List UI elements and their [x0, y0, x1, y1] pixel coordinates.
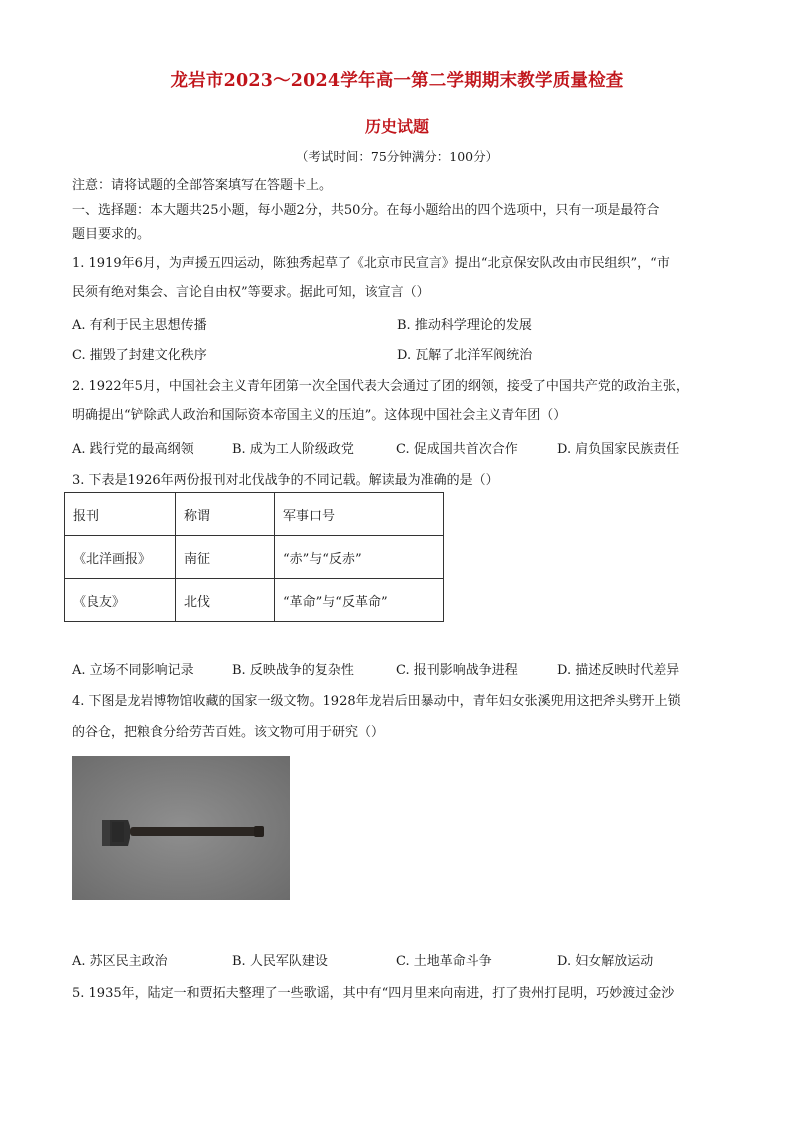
question-1-option-c: C. 摧毁了封建文化秩序	[72, 348, 207, 363]
question-3-option-a: A. 立场不同影响记录	[72, 663, 194, 678]
question-2-option-c: C. 促成国共首次合作	[396, 442, 518, 457]
table-row	[65, 579, 444, 622]
table-header-cell: 称谓	[176, 493, 275, 536]
newspaper-comparison-table	[64, 492, 444, 622]
table-cell: 北伐	[176, 579, 275, 622]
question-1-option-b: B. 推动科学理论的发展	[397, 318, 532, 333]
question-4-option-b: B. 人民军队建设	[232, 954, 328, 969]
notice: 注意：请将试题的全部答案填写在答题卡上。	[72, 178, 333, 193]
question-3-stem: 3. 下表是1926年两份报刊对北伐战争的不同记载。解读最为准确的是（）	[72, 473, 499, 488]
table-cell: 《良友》	[65, 579, 176, 622]
table-row	[65, 536, 444, 579]
question-4-stem-line2: 的谷仓，把粮食分给劳苦百姓。该文物可用于研究（）	[72, 725, 385, 740]
table-cell: “革命”与“反革命”	[275, 579, 444, 622]
table-header-row	[65, 493, 444, 536]
question-2-stem-line2: 明确提出“铲除武人政治和国际资本帝国主义的压迫”。这体现中国社会主义青年团（）	[72, 408, 567, 423]
question-1-stem-line2: 民须有绝对集会、言论自由权”等要求。据此可知，该宣言（）	[72, 285, 430, 300]
subject-title: 历史试题	[364, 117, 429, 136]
question-1-option-d: D. 瓦解了北洋军阀统治	[397, 348, 533, 363]
section-instruction-line2: 题目要求的。	[72, 227, 151, 242]
question-2-option-a: A. 践行党的最高纲领	[72, 442, 194, 457]
section-instruction-line1: 一、选择题：本大题共25小题，每小题2分，共50分。在每小题给出的四个选项中，只有一项是最符合	[72, 203, 660, 218]
table-header-cell: 报刊	[65, 493, 176, 536]
question-4-stem-line1: 4. 下图是龙岩博物馆收藏的国家一级文物。1928年龙岩后田暴动中，青年妇女张溪兜用这把斧头劈开上锁	[72, 694, 681, 709]
axe-artifact-photo	[72, 756, 290, 900]
axe-icon	[72, 756, 290, 900]
question-5-stem-line1: 5. 1935年，陆定一和贾拓夫整理了一些歌谣，其中有“四月里来向南进，打了贵州打昆明，巧妙渡过金沙	[72, 986, 675, 1001]
question-4-option-d: D. 妇女解放运动	[557, 954, 654, 969]
exam-info: （考试时间：75分钟满分：100分）	[295, 149, 499, 164]
question-4-option-a: A. 苏区民主政治	[72, 954, 168, 969]
question-2-option-d: D. 肩负国家民族责任	[557, 442, 680, 457]
table-cell: 南征	[176, 536, 275, 579]
question-1-stem-line1: 1. 1919年6月，为声援五四运动，陈独秀起草了《北京市民宣言》提出“北京保安队改由市民组织”，“市	[72, 256, 670, 271]
question-3-option-b: B. 反映战争的复杂性	[232, 663, 354, 678]
table-cell: “赤”与“反赤”	[275, 536, 444, 579]
table-header-cell: 军事口号	[275, 493, 444, 536]
question-3-option-c: C. 报刊影响战争进程	[396, 663, 518, 678]
question-3-option-d: D. 描述反映时代差异	[557, 663, 680, 678]
question-1-option-a: A. 有利于民主思想传播	[72, 318, 207, 333]
question-2-option-b: B. 成为工人阶级政党	[232, 442, 354, 457]
exam-title: 龙岩市2023～2024学年高一第二学期期末教学质量检查	[170, 71, 624, 91]
question-2-stem-line1: 2. 1922年5月，中国社会主义青年团第一次全国代表大会通过了团的纲领，接受了中国共产党的政治主张，	[72, 379, 689, 394]
question-4-option-c: C. 土地革命斗争	[396, 954, 492, 969]
table-cell: 《北洋画报》	[65, 536, 176, 579]
